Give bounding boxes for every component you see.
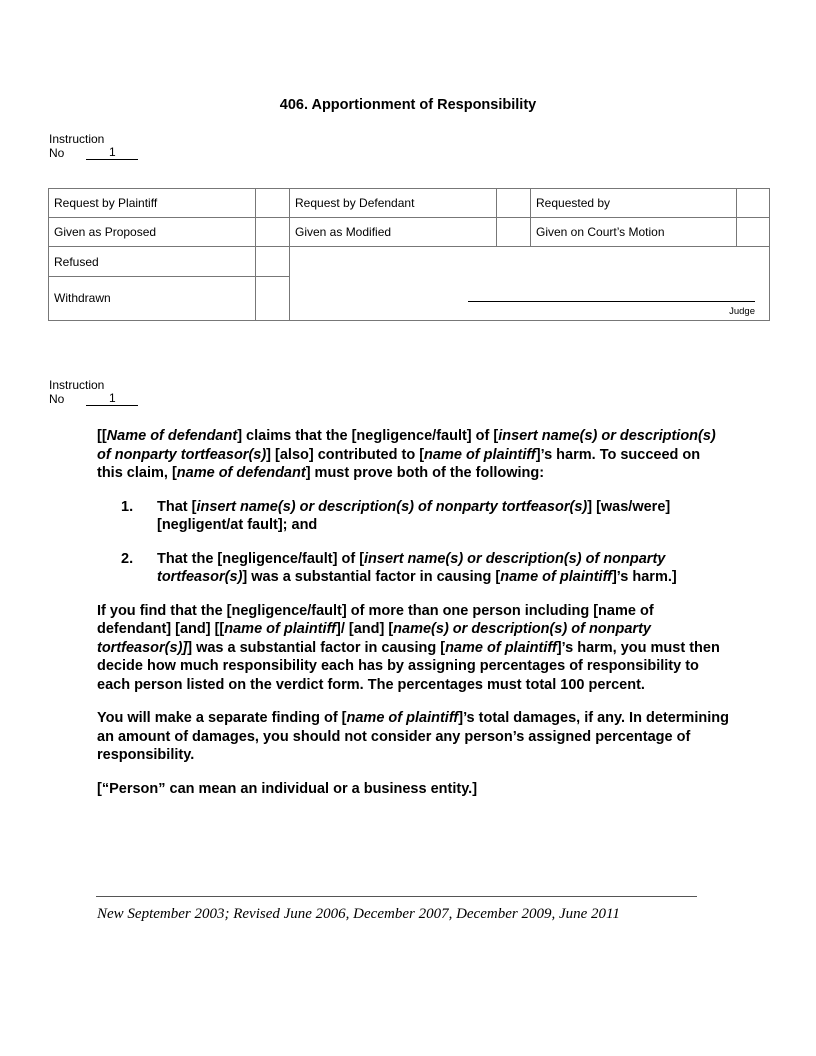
divider <box>96 896 697 897</box>
request-by-plaintiff-label: Request by Plaintiff <box>49 189 256 218</box>
page-title: 406. Apportionment of Responsibility <box>279 97 537 113</box>
refused-checkbox[interactable] <box>256 247 290 276</box>
instruction-body <box>97 427 729 813</box>
list-item: 1. That [insert name(s) or description(s) of nonparty tortfeasor(s)] [was/were] [negligent/at fault]; and <box>121 498 671 533</box>
instruction-no-value: 1 <box>86 146 138 160</box>
request-by-defendant-checkbox[interactable] <box>497 189 531 218</box>
requested-by-checkbox[interactable] <box>737 189 770 218</box>
instruction-block <box>49 132 138 160</box>
request-table <box>48 188 770 321</box>
paragraph-damages: You will make a separate finding of [name of plaintiff]’s total damages, if any. In determining an amount of damages, you should not consider any person’s assigned percentage of responsibility. <box>97 710 729 763</box>
elements-list <box>97 498 729 587</box>
revision-history: New September 2003; Revised June 2006, December 2007, December 2009, June 2011 <box>97 906 620 922</box>
request-by-defendant-label: Request by Defendant <box>290 189 497 218</box>
instruction-no-label: No <box>49 392 65 406</box>
judge-signature-line[interactable] <box>468 301 755 302</box>
list-item: 2. That the [negligence/fault] of [insert name(s) or description(s) of nonparty tortfeasor(s)] was a substantial factor in causing [name of plaintiff]’s harm.] <box>121 550 677 585</box>
given-on-courts-motion-label: Given on Court’s Motion <box>531 218 737 247</box>
instruction-no-label: No <box>49 146 65 160</box>
instruction-no-value: 1 <box>86 392 138 406</box>
given-as-modified-checkbox[interactable] <box>497 218 531 247</box>
given-as-proposed-checkbox[interactable] <box>256 218 290 247</box>
request-by-plaintiff-checkbox[interactable] <box>256 189 290 218</box>
paragraph-claim: [[Name of defendant] claims that the [negligence/fault] of [insert name(s) or description(s) of nonparty tortfeasor(s)] [also] contributed to [name of plaintiff]’s harm. To succeed on this claim, [name of defendant] must prove both of the following: <box>97 428 716 481</box>
withdrawn-label: Withdrawn <box>49 276 256 320</box>
instruction-block <box>49 378 138 406</box>
instruction-label: Instruction <box>49 132 105 146</box>
given-as-proposed-label: Given as Proposed <box>49 218 256 247</box>
instruction-label: Instruction <box>49 378 105 392</box>
given-as-modified-label: Given as Modified <box>290 218 497 247</box>
refused-label: Refused <box>49 247 256 276</box>
paragraph-percentages: If you find that the [negligence/fault] of more than one person including [name of defendant] [and] [[name of plaintiff]/ [and] [name(s) or description(s) of nonparty tortfeasor(s)]] was a substantial factor in causing [name of plaintiff]’s harm, you must then decide how much responsibility each has by assigning percentages of responsibility to each person listed on the verdict form. The percentages must total 100 percent. <box>97 602 720 693</box>
judge-signature-area <box>290 247 770 321</box>
given-on-courts-motion-checkbox[interactable] <box>737 218 770 247</box>
judge-label: Judge <box>729 306 755 317</box>
withdrawn-checkbox[interactable] <box>256 276 290 320</box>
paragraph-person-definition: [“Person” can mean an individual or a business entity.] <box>97 780 478 797</box>
requested-by-label: Requested by <box>531 189 737 218</box>
